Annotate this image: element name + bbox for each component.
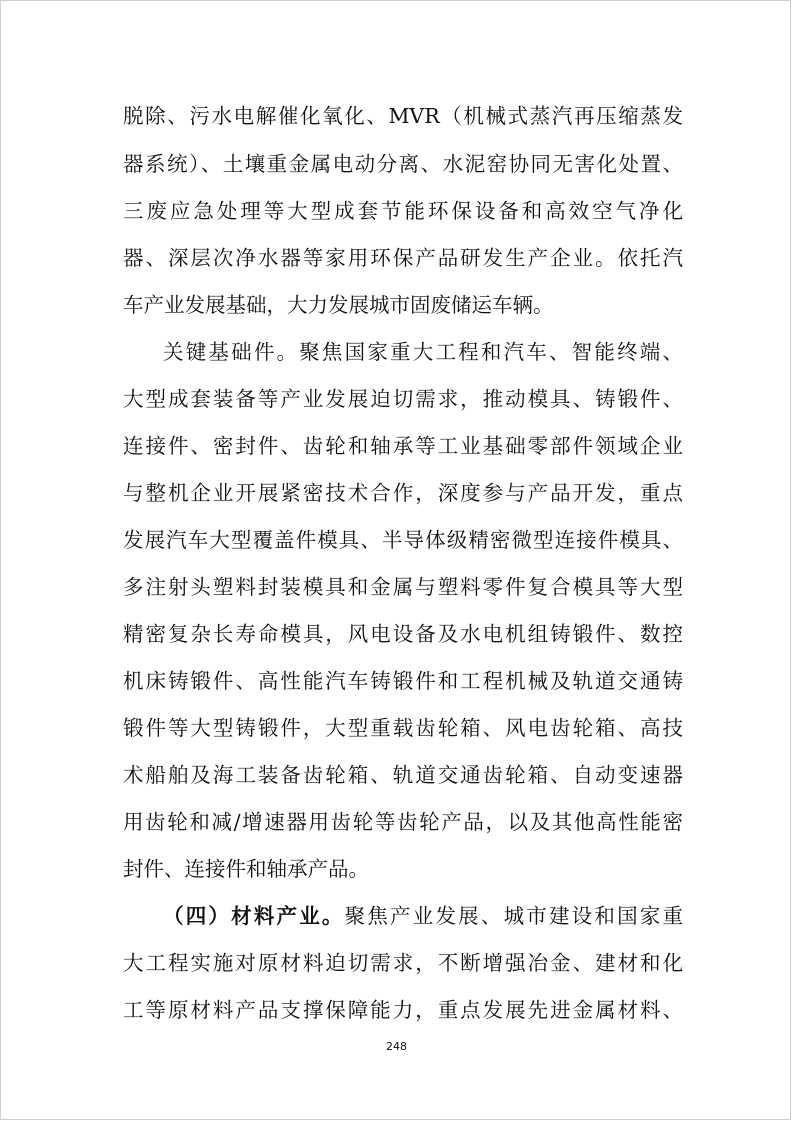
text-line: 大工程实施对原材料迫切需求，不断增强冶金、建材和化	[123, 951, 683, 975]
text-line: 连接件、密封件、齿轮和轴承等工业基础零部件领域企业	[123, 434, 683, 458]
section-first-line	[163, 902, 683, 930]
text-line: 工等原材料产品支撑保障能力，重点发展先进金属材料、	[123, 998, 683, 1022]
text-line: 大型成套装备等产业发展迫切需求，推动模具、铸锻件、	[123, 387, 683, 411]
paragraph-first-line: 关键基础件。聚焦国家重大工程和汽车、智能终端、	[163, 340, 683, 364]
text-line: 发展汽车大型覆盖件模具、半导体级精密微型连接件模具、	[123, 528, 683, 552]
page-number: 248	[386, 1040, 407, 1053]
text-line: 三废应急处理等大型成套节能环保设备和高效空气净化	[123, 199, 683, 223]
text-line: 与整机企业开展紧密技术合作，深度参与产品开发，重点	[123, 481, 683, 505]
text-line: 术船舶及海工装备齿轮箱、轨道交通齿轮箱、自动变速器	[123, 763, 683, 787]
section-heading: （四）材料产业。	[163, 904, 345, 928]
text-line: 器系统）、土壤重金属电动分离、水泥窑协同无害化处置、	[123, 152, 683, 176]
text-line: 多注射头塑料封装模具和金属与塑料零件复合模具等大型	[123, 575, 683, 599]
text-line: 精密复杂长寿命模具，风电设备及水电机组铸锻件、数控	[123, 622, 683, 646]
text-line: 器、深层次净水器等家用环保产品研发生产企业。依托汽	[123, 246, 683, 270]
text-line: 机床铸锻件、高性能汽车铸锻件和工程机械及轨道交通铸	[123, 669, 683, 693]
text-line: 封件、连接件和轴承产品。	[123, 857, 369, 881]
text-line: 车产业发展基础，大力发展城市固废储运车辆。	[123, 293, 554, 317]
text-line: 用齿轮和减/增速器用齿轮等齿轮产品，以及其他高性能密	[123, 810, 683, 834]
text-line: 锻件等大型铸锻件，大型重载齿轮箱、风电齿轮箱、高技	[123, 716, 683, 740]
section-lead-text: 聚焦产业发展、城市建设和国家重	[344, 904, 684, 928]
text-line: 脱除、污水电解催化氧化、MVR（机械式蒸汽再压缩蒸发	[123, 104, 683, 128]
